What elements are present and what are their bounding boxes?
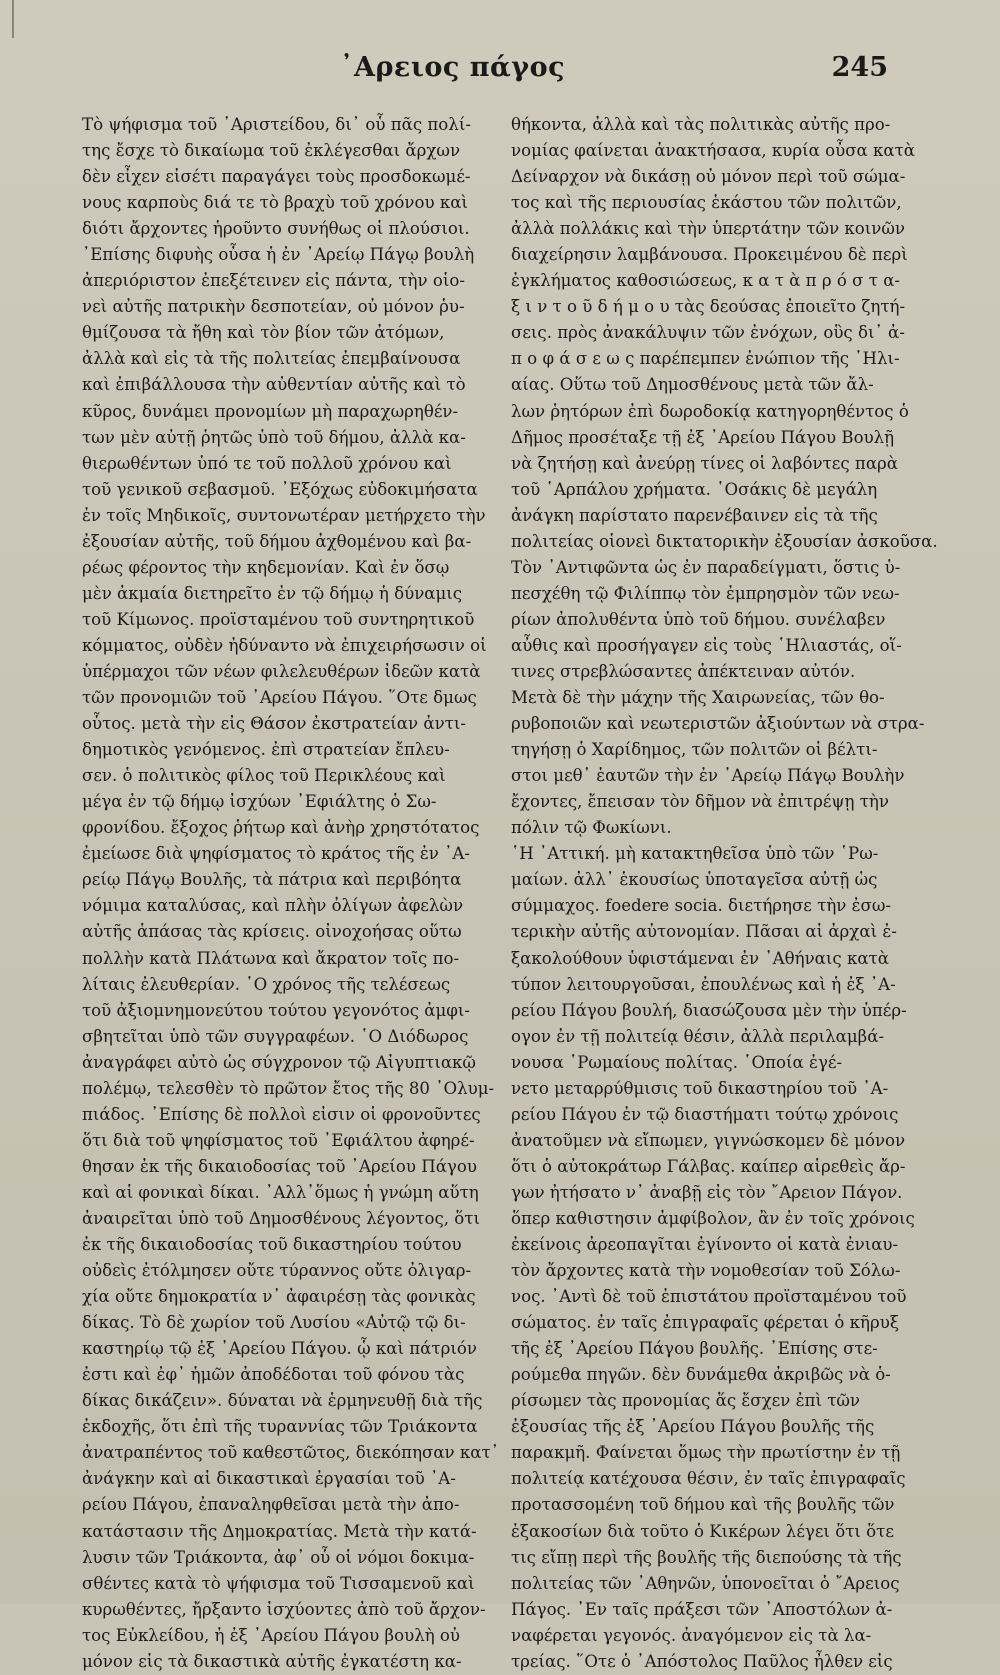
page-number: 245	[831, 52, 888, 83]
text-line: τῶν προνομιῶν τοῦ ᾿Αρείου Πάγου. ῞Οτε δμως	[82, 688, 477, 708]
text-line: μὲν ἀκμαία διετηρεῖτο ἐν τῷ δήμῳ ἡ δύναμις	[82, 583, 463, 603]
text-line: ρυβοποιῶν καὶ νεωτεριστῶν ἀξιούντων νὰ στρα-	[511, 714, 925, 734]
text-line: σθέντες κατὰ τὸ ψήφισμα τοῦ Τισσαμενοῦ καὶ	[82, 1573, 475, 1593]
text-line: κυρωθέντες, ἤρξαντο ἰσχύοντες ἀπὸ τοῦ ἄρχον-	[82, 1599, 486, 1619]
right-text-column	[511, 112, 938, 1675]
text-line: σεις. πρὸς ἀνακάλυψιν τῶν ἐνόχων, οὓς δι᾿ ἀ-	[511, 323, 905, 343]
text-line: θήκοντα, ἀλλὰ καὶ τὰς πολιτικὰς αὐτῆς προ-	[511, 115, 891, 134]
text-line: πόλιν τῷ Φωκίωνι.	[511, 818, 672, 838]
text-line: Δείναρχον νὰ δικάσῃ οὐ μόνον περὶ τοῦ σώμα-	[511, 167, 906, 187]
text-line: ρείου Πάγου ἐν τῷ διαστήματι τούτῳ χρόνοις	[511, 1104, 899, 1124]
text-line: πολλὴν κατὰ Πλάτωνα καὶ ἄκρατον τοῖς πο-	[82, 948, 460, 968]
text-line: ἐκδοχῆς, ὅτι ἐπὶ τῆς τυραννίας τῶν Τριάκοντα	[82, 1417, 478, 1437]
text-line: σεν. ὁ πολιτικὸς φίλος τοῦ Περικλέους καὶ	[82, 766, 446, 786]
text-line: δὲν εἶχεν εἰσέτι παραγάγει τοὺς προσδοκωμέ-	[82, 167, 471, 187]
text-line: ἀνατραπέντος τοῦ καθεστῶτος, διεκόπησαν κατ᾿	[82, 1443, 499, 1463]
text-line: τοῦ γενικοῦ σεβασμοῦ. ᾿Εξόχως εὐδοκιμήσατα	[82, 479, 478, 499]
text-line: ρείου Πάγου βουλή, διασώζουσα μὲν τὴν ὑπέρ-	[511, 1000, 907, 1020]
text-line: ἐγκλήματος καθοσιώσεως, κ α τ ὰ π ρ ό σ τ α-	[511, 271, 901, 291]
text-line: ἐκείνοις ἀρεοπαγῖται ἐγίνοντο οἱ κατὰ ἐνιαυ-	[511, 1235, 899, 1255]
text-line: ἐξουσίας τῆς ἐξ ᾿Αρείου Πάγου βουλῆς τῆς	[511, 1417, 875, 1437]
text-line: τῆς ἐξ ᾿Αρείου Πάγου βουλῆς. ᾿Επίσης στε-	[511, 1339, 878, 1359]
text-line: ἔχοντες, ἔπεισαν τὸν δῆμον νὰ ἐπιτρέψῃ τὴν	[511, 792, 889, 812]
text-line: ᾿Επίσης διφυὴς οὖσα ἡ ἐν ᾿Αρείῳ Πάγῳ βουλὴ	[82, 245, 475, 265]
text-line: κατάστασιν τῆς Δημοκρατίας. Μετὰ τὴν κατά-	[82, 1521, 477, 1541]
text-line: νόμιμα καταλύσας, καὶ πλὴν ὀλίγων ἀφελὼν	[82, 896, 464, 916]
text-line: καστηρίῳ τῷ ἐξ ᾿Αρείου Πάγου. ᾧ καὶ πάτριόν	[82, 1339, 477, 1359]
text-line: αὐτῆς ἁπάσας τὰς κρίσεις. οἰνοχοήσας οὕτω	[82, 922, 462, 942]
text-line: λυσιν τῶν Τριάκοντα, ἀφ᾿ οὗ οἱ νόμοι δοκιμα-	[82, 1547, 475, 1567]
text-line: τηγήσῃ ὁ Χαρίδημος, τῶν πολιτῶν οἱ βέλτι-	[511, 740, 878, 760]
text-line: τὸν ἄρχοντες κατὰ τὴν νομοθεσίαν τοῦ Σόλω-	[511, 1261, 901, 1281]
text-line: ρέως φέροντος τὴν κηδεμονίαν. Καὶ ἐν ὅσῳ	[82, 557, 450, 577]
text-line: σώματος. ἐν ταῖς ἐπιγραφαῖς φέρεται ὁ κῆρυξ	[511, 1313, 899, 1333]
left-text-column	[82, 112, 499, 1675]
text-line: ρίσωμεν τὰς προνομίας ἅς ἔσχεν ἐπὶ τῶν	[511, 1391, 861, 1411]
text-line: ρούμεθα πηγῶν. δὲν δυνάμεθα ἀκριβῶς νὰ ὁ-	[511, 1365, 891, 1385]
text-line: της ἔσχε τὸ δικαίωμα τοῦ ἐκλέγεσθαι ἄρχων	[82, 141, 461, 161]
text-line: ἀνατοῦμεν νὰ εἴπωμεν, γιγνώσκομεν δὲ μόνον	[511, 1130, 906, 1150]
text-line: ὅτι ὁ αὐτοκράτωρ Γάλβας. καίπερ αἱρεθεὶς ἄρ-	[511, 1156, 906, 1176]
text-line: Τὸ ψήφισμα τοῦ ᾿Αριστείδου, δι᾿ οὗ πᾶς πολί-	[82, 115, 471, 134]
text-line: παρακμῆ. Φαίνεται ὅμως τὴν πρωτίστην ἐν τῇ	[511, 1443, 901, 1463]
text-line: ρίων ἀπολυθέντα ὑπὸ τοῦ δήμου. συνέλαβεν	[511, 609, 886, 629]
text-line: χία οὔτε δημοκρατία ν᾿ ἀφαιρέσῃ τὰς φονικὰς	[82, 1287, 476, 1307]
text-line: θιερωθέντων ὑπό τε τοῦ πολλοῦ χρόνου καὶ	[82, 453, 452, 473]
text-line: ἀπεριόριστον ἐπεξέτεινεν εἰς πάντα, τὴν οἱο-	[82, 271, 465, 291]
text-line: αὖθις καὶ προσήγαγεν εἰς τοὺς ῾Ηλιαστάς, οἵ-	[511, 635, 902, 655]
text-line: Δῆμος προσέταξε τῇ ἐξ ᾿Αρείου Πάγου Βουλῇ	[511, 427, 895, 447]
text-line: καὶ αἱ φονικαὶ δίκαι. ᾿Αλλ᾿ὅμως ἡ γνώμη αὕτη	[82, 1182, 479, 1202]
text-line: ρείῳ Πάγῳ Βουλῆς, τὰ πάτρια καὶ περιβόητα	[82, 870, 462, 890]
text-line: νομίας φαίνεται ἀνακτήσασα, κυρία οὖσα κατὰ	[511, 141, 915, 161]
page-header	[0, 52, 1000, 92]
text-line: λων ῥητόρων ἐπὶ δωροδοκίᾳ κατηγορηθέντος ὁ	[511, 401, 909, 421]
text-line: νουσα ῾Ρωμαίους πολίτας. ῾Οποία ἐγέ-	[511, 1052, 843, 1072]
text-line: τερικὴν αὐτῆς αὐτονομίαν. Πᾶσαι αἱ ἀρχαὶ ἐ-	[511, 922, 897, 942]
text-line: ἀνάγκη παρίστατο παρενέβαινεν εἰς τὰ τῆς	[511, 505, 878, 525]
text-line: πολιτείας τῶν ᾿Αθηνῶν, ὑπονοεῖται ὁ ῎Αρειος	[511, 1573, 900, 1593]
text-line: Τὸν ᾿Αντιφῶντα ὡς ἐν παραδείγματι, ὅστις ὑ-	[511, 557, 901, 577]
text-line: τος καὶ τῆς περιουσίας ἑκάστου τῶν πολιτῶν,	[511, 193, 902, 213]
text-line: τινες στρεβλώσαντες ἀπέκτειναν αὐτόν.	[511, 661, 856, 681]
text-line: ογον ἐν τῇ πολιτείᾳ θέσιν, ἀλλὰ περιλαμβά-	[511, 1026, 885, 1046]
text-line: ἀλλὰ πολλάκις καὶ τὴν ὑπερτάτην τῶν κοινῶν	[511, 219, 906, 239]
text-line: πεσχέθη τῷ Φιλίππῳ τὸν ἐμπρησμὸν τῶν νεω-	[511, 583, 900, 603]
text-line: μαίων. ἀλλ᾿ ἑκουσίως ὑποταγεῖσα αὐτῇ ὡς	[511, 870, 878, 890]
text-line: καὶ ἐπιβάλλουσα τὴν αὐθεντίαν αὐτῆς καὶ τὸ	[82, 375, 466, 395]
text-line: διότι ἄρχοντες ἡροῦντο συνήθως οἱ πλούσιοι.	[82, 219, 470, 239]
running-head: ᾿Αρειος πάγος	[340, 52, 566, 83]
text-line: πολέμῳ, τελεσθὲν τὸ πρῶτον ἔτος τῆς 80 ᾿Ολυμ-	[82, 1078, 495, 1098]
text-line: τοῦ Κίμωνος. προϊσταμένου τοῦ συντηρητικοῦ	[82, 609, 475, 629]
text-line: ἐκ τῆς δικαιοδοσίας τοῦ δικαστηρίου τούτου	[82, 1235, 462, 1255]
text-line: κῦρος, δυνάμει προνομίων μὴ παραχωρηθέν-	[82, 401, 459, 421]
text-line: τοῦ ῾Αρπάλου χρήματα. ῾Οσάκις δὲ μεγάλη	[511, 479, 878, 499]
text-line: Πάγος. ᾿Εν ταῖς πράξεσι τῶν ᾿Αποστόλων ἀ-	[511, 1599, 893, 1619]
text-line: ὅτι διὰ τοῦ ψηφίσματος τοῦ ᾿Εφιάλτου ἀφηρέ-	[82, 1130, 475, 1150]
text-line: κόμματος, οὐδὲν ἠδύναντο νὰ ἐπιχειρήσωσιν οἱ	[82, 635, 487, 655]
text-line: ἐστι καὶ ἐφ᾿ ἡμῶν ἀποδέδοται τοῦ φόνου τὰς	[82, 1365, 465, 1385]
text-line: φρονίδου. ἔξοχος ῥήτωρ καὶ ἀνὴρ χρηστότατος	[82, 818, 480, 838]
text-line: μόνον εἰς τὰ δικαστικὰ αὐτῆς ἐγκατέστη κα-	[82, 1651, 462, 1671]
text-line: θησαν ἐκ τῆς δικαιοδοσίας τοῦ ᾿Αρείου Πάγου	[82, 1156, 477, 1176]
text-line: ξ ι ν τ ο ῦ δ ή μ ο υ τὰς δεούσας ἐποιεῖτο ζητή-	[511, 297, 906, 317]
text-line: ἑξακοσίων διὰ τοῦτο ὁ Κικέρων λέγει ὅτι ὅτε	[511, 1521, 894, 1541]
text-line: τος Εὐκλείδου, ἡ ἐξ ᾿Αρείου Πάγου βουλὴ οὐ	[82, 1625, 461, 1645]
text-line: οὗτος. μετὰ τὴν εἰς Θάσον ἐκστρατείαν ἀντι-	[82, 714, 466, 734]
text-line: σύμμαχος. foedere socia. διετήρησε τὴν ἐσω-	[511, 896, 892, 916]
text-line: τρείας. ῞Οτε ὁ ᾿Απόστολος Παῦλος ἦλθεν εἰς	[511, 1651, 893, 1671]
text-line: ἀναιρεῖται ὑπὸ τοῦ Δημοσθένους λέγοντος, ὅτι	[82, 1208, 480, 1228]
text-line: δημοτικὸς γενόμενος. ἐπὶ στρατείαν ἔπλευ-	[82, 740, 450, 760]
text-line: ξακολούθουν ὑφιστάμεναι ἐν ᾿Αθήναις κατὰ	[511, 948, 889, 968]
text-line: ῾Η ᾿Αττική. μὴ κατακτηθεῖσα ὑπὸ τῶν ῾Ρω-	[511, 844, 879, 864]
page-edge-mark	[12, 0, 14, 38]
text-line: πιάδος. ᾿Επίσης δὲ πολλοὶ εἰσιν οἱ φρονοῦντες	[82, 1104, 481, 1124]
text-line: μέγα ἐν τῷ δήμῳ ἰσχύων ᾿Εφιάλτης ὁ Σω-	[82, 792, 437, 812]
text-line: ναφέρεται γεγονός. ἀναγόμενον εἰς τὰ λα-	[511, 1625, 872, 1645]
text-line: νετο μεταρρύθμισις τοῦ δικαστηρίου τοῦ ᾿Α-	[511, 1078, 889, 1098]
text-line: ρείου Πάγου, ἐπαναληφθεῖσαι μετὰ τὴν ἀπο-	[82, 1495, 460, 1515]
text-line: λίταις ἐλευθερίαν. ῾Ο χρόνος τῆς τελέσεως	[82, 974, 451, 994]
text-line: γων ἠτήσατο ν᾿ ἀναβῇ εἰς τὸν ῎Αρειον Πάγον.	[511, 1182, 903, 1202]
text-line: ἐξουσίαν αὐτῆς, τοῦ δήμου ἀχθομένου καὶ βα-	[82, 531, 472, 551]
text-line: π ο φ ά σ ε ω ς παρέπεμπεν ἐνώπιον τῆς ῾Ηλι-	[511, 349, 900, 369]
text-line: τοῦ ἀξιομνημονεύτου τούτου γεγονότος ἀμφι-	[82, 1000, 471, 1020]
text-line: νους καρποὺς διά τε τὸ βραχὺ τοῦ χρόνου καὶ	[82, 193, 468, 213]
text-line: δίκας. Τὸ δὲ χωρίον τοῦ Λυσίου «Αὐτῷ τῷ δι-	[82, 1313, 466, 1333]
text-line: ἀναγράφει αὐτὸ ὡς σύγχρονον τῷ Αἰγυπτιακῷ	[82, 1052, 476, 1072]
text-line: θμίζουσα τὰ ἤθη καὶ τὸν βίον τῶν ἀτόμων,	[82, 323, 445, 343]
text-line: πολιτείας οἱονεὶ δικτατορικὴν ἐξουσίαν ἀσκοῦσα.	[511, 531, 938, 551]
text-line: των μὲν αὐτῇ ῥητῶς ὑπὸ τοῦ δήμου, ἀλλὰ κα-	[82, 427, 466, 447]
text-line: διαχείρησιν λαμβάνουσα. Προκειμένου δὲ περὶ	[511, 245, 908, 265]
text-line: ἀνάγκην καὶ αἱ δικαστικαὶ ἐργασίαι τοῦ ᾿Α-	[82, 1469, 456, 1489]
text-line: προτασσομένη τοῦ δήμου καὶ τῆς βουλῆς τῶν	[511, 1495, 895, 1515]
text-line: ὅπερ καθιστησιν ἀμφίβολον, ἂν ἐν τοῖς χρόνοις	[511, 1208, 915, 1228]
text-line: νος. ᾿Αντὶ δὲ τοῦ ἐπιστάτου προϊσταμένου τοῦ	[511, 1287, 907, 1307]
text-line: ἐν τοῖς Μηδικοῖς, συντονωτέραν μετήρχετο τὴν	[82, 505, 486, 525]
text-line: ὑπέρμαχοι τῶν νέων φιλελευθέρων ἰδεῶν κατὰ	[82, 661, 481, 681]
text-line: ἀλλὰ καὶ εἰς τὰ τῆς πολιτείας ἐπεμβαίνουσα	[82, 349, 461, 369]
text-line: νεὶ αὐτῆς πατρικὴν δεσποτείαν, οὐ μόνον ῥυ-	[82, 297, 465, 317]
text-line: πολιτείᾳ κατέχουσα θέσιν, ἐν ταῖς ἐπιγραφαῖς	[511, 1469, 906, 1489]
text-line: σβητεῖται ὑπὸ τῶν συγγραφέων. ῾Ο Διόδωρος	[82, 1026, 469, 1046]
text-line: αίας. Οὕτω τοῦ Δημοσθένους μετὰ τῶν ἄλ-	[511, 375, 874, 395]
text-line: τις εἴπῃ περὶ τῆς βουλῆς τῆς διεπούσης τὰ τῆς	[511, 1547, 902, 1567]
text-line: οὐδεὶς ἐτόλμησεν οὔτε τύραννος οὔτε ὀλιγαρ-	[82, 1261, 472, 1281]
text-line: ἐμείωσε διὰ ψηφίσματος τὸ κράτος τῆς ἐν ᾿Α-	[82, 844, 470, 864]
text-line: δίκας δικάζειν». δύναται νὰ ἑρμηνευθῇ διὰ τῆς	[82, 1391, 483, 1411]
text-line: στοι μεθ᾿ ἑαυτῶν τὴν ἐν ᾿Αρείῳ Πάγῳ Βουλὴν	[511, 766, 905, 786]
text-line: νὰ ζητήσῃ καὶ ἀνεύρῃ τίνες οἱ λαβόντες παρὰ	[511, 453, 898, 473]
text-line: Μετὰ δὲ τὴν μάχην τῆς Χαιρωνείας, τῶν θο-	[511, 688, 885, 708]
text-line: τύπον λειτουργοῦσαι, ἐπουλένως καὶ ἡ ἐξ ᾿Α-	[511, 974, 896, 994]
